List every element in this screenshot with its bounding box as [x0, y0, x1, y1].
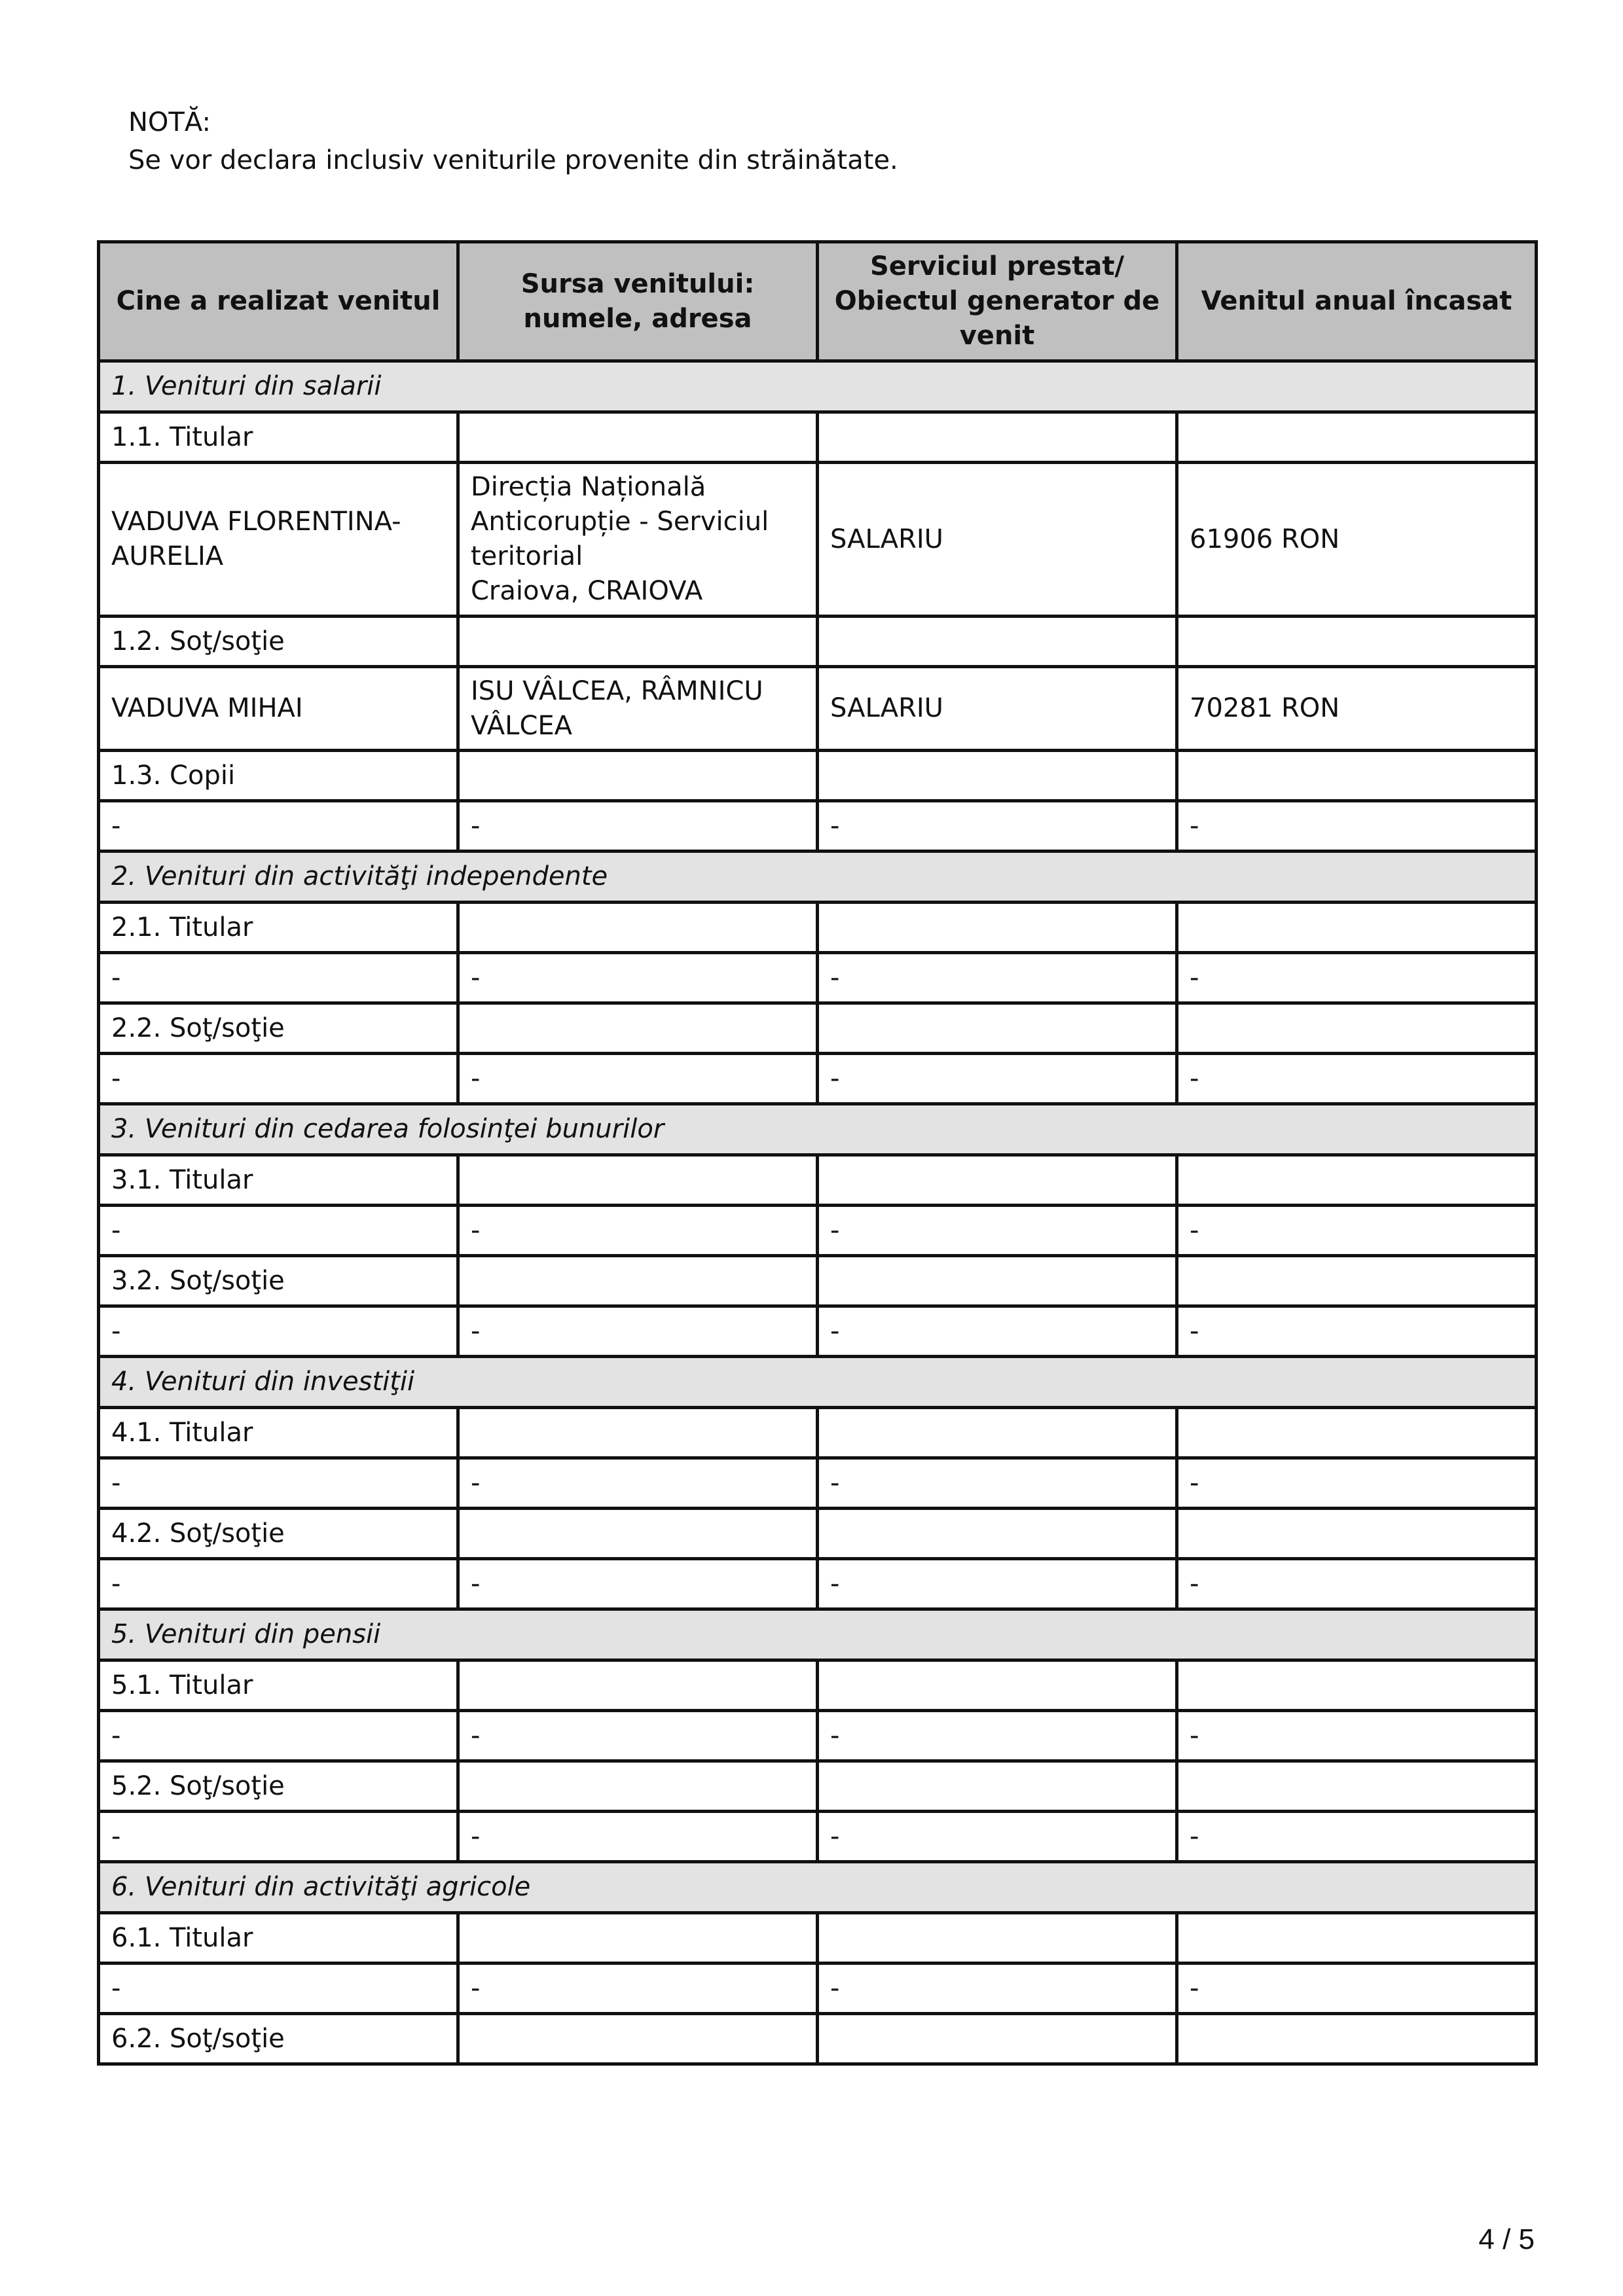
income-source-cell: ISU VÂLCEA, RÂMNICU VÂLCEA	[458, 667, 818, 751]
service-cell: -	[818, 1206, 1177, 1256]
annual-income-cell: -	[1177, 1559, 1537, 1609]
income-owner-cell: -	[99, 953, 458, 1003]
subsection-row	[99, 1256, 1537, 1306]
empty-cell	[458, 1408, 818, 1458]
annual-income-cell: -	[1177, 1812, 1537, 1862]
empty-cell	[818, 2014, 1177, 2064]
income-source-cell: -	[458, 1559, 818, 1609]
section-title: 5. Venituri din pensii	[99, 1609, 1537, 1660]
empty-cell	[1177, 2014, 1537, 2064]
table-body	[99, 361, 1537, 2064]
subsection-label: 6.2. Soţ/soţie	[99, 2014, 458, 2064]
subsection-label: 1.3. Copii	[99, 751, 458, 801]
annual-income-cell: 70281 RON	[1177, 667, 1537, 751]
empty-cell	[818, 1155, 1177, 1206]
service-cell: -	[818, 1458, 1177, 1509]
subsection-row	[99, 1003, 1537, 1054]
income-owner-cell: -	[99, 1458, 458, 1509]
income-source-cell: -	[458, 1964, 818, 2014]
service-cell: -	[818, 1054, 1177, 1104]
subsection-row	[99, 617, 1537, 667]
service-cell: -	[818, 1711, 1177, 1761]
income-owner-cell: VADUVA FLORENTINA-AURELIA	[99, 463, 458, 617]
empty-cell	[458, 1660, 818, 1711]
section-row	[99, 361, 1537, 412]
header-annual-income: Venitul anual încasat	[1177, 242, 1537, 361]
income-source-cell: -	[458, 1711, 818, 1761]
income-source-cell: -	[458, 1306, 818, 1357]
income-source-cell: -	[458, 801, 818, 852]
empty-cell	[1177, 617, 1537, 667]
empty-cell	[458, 751, 818, 801]
subsection-label: 5.1. Titular	[99, 1660, 458, 1711]
header-service: Serviciul prestat/ Obiectul generator de venit	[818, 242, 1177, 361]
empty-cell	[818, 1256, 1177, 1306]
income-owner-cell: -	[99, 1812, 458, 1862]
subsection-row	[99, 903, 1537, 953]
table-row	[99, 1964, 1537, 2014]
subsection-label: 5.2. Soţ/soţie	[99, 1761, 458, 1812]
subsection-label: 2.1. Titular	[99, 903, 458, 953]
subsection-row	[99, 1155, 1537, 1206]
empty-cell	[818, 412, 1177, 463]
table-row	[99, 1054, 1537, 1104]
subsection-row	[99, 1660, 1537, 1711]
empty-cell	[1177, 751, 1537, 801]
empty-cell	[458, 1003, 818, 1054]
subsection-label: 4.2. Soţ/soţie	[99, 1509, 458, 1559]
table-row	[99, 1458, 1537, 1509]
table-row	[99, 1206, 1537, 1256]
table-header-row	[99, 242, 1537, 361]
service-cell: SALARIU	[818, 667, 1177, 751]
empty-cell	[458, 412, 818, 463]
service-cell: -	[818, 1306, 1177, 1357]
note-text: Se vor declara inclusiv veniturile provenite din străinătate.	[128, 145, 898, 175]
income-source-cell: -	[458, 1458, 818, 1509]
income-source-cell: -	[458, 953, 818, 1003]
subsection-label: 6.1. Titular	[99, 1913, 458, 1964]
subsection-label: 3.1. Titular	[99, 1155, 458, 1206]
empty-cell	[458, 2014, 818, 2064]
empty-cell	[818, 1509, 1177, 1559]
empty-cell	[1177, 412, 1537, 463]
section-title: 6. Venituri din activităţi agricole	[99, 1862, 1537, 1913]
income-source-cell: Direcția Națională Anticorupție - Serviciul teritorial Craiova, CRAIOVA	[458, 463, 818, 617]
empty-cell	[458, 1761, 818, 1812]
income-table	[97, 240, 1538, 2066]
annual-income-cell: 61906 RON	[1177, 463, 1537, 617]
annual-income-cell: -	[1177, 953, 1537, 1003]
empty-cell	[1177, 1003, 1537, 1054]
service-cell: SALARIU	[818, 463, 1177, 617]
empty-cell	[458, 1913, 818, 1964]
header-income-source: Sursa venitului: numele, adresa	[458, 242, 818, 361]
annual-income-cell: -	[1177, 801, 1537, 852]
empty-cell	[1177, 1408, 1537, 1458]
income-owner-cell: VADUVA MIHAI	[99, 667, 458, 751]
subsection-label: 3.2. Soţ/soţie	[99, 1256, 458, 1306]
empty-cell	[1177, 1509, 1537, 1559]
section-row	[99, 1357, 1537, 1408]
empty-cell	[818, 751, 1177, 801]
section-row	[99, 1609, 1537, 1660]
table-row	[99, 667, 1537, 751]
empty-cell	[1177, 1660, 1537, 1711]
page-number: 4 / 5	[1478, 2223, 1535, 2255]
annual-income-cell: -	[1177, 1206, 1537, 1256]
empty-cell	[818, 1913, 1177, 1964]
section-row	[99, 1862, 1537, 1913]
section-row	[99, 1104, 1537, 1155]
empty-cell	[1177, 903, 1537, 953]
empty-cell	[818, 1761, 1177, 1812]
empty-cell	[818, 617, 1177, 667]
subsection-row	[99, 412, 1537, 463]
annual-income-cell: -	[1177, 1711, 1537, 1761]
table-row	[99, 801, 1537, 852]
empty-cell	[458, 1509, 818, 1559]
table-row	[99, 1306, 1537, 1357]
income-source-cell: -	[458, 1206, 818, 1256]
section-title: 2. Venituri din activităţi independente	[99, 852, 1537, 903]
service-cell: -	[818, 1964, 1177, 2014]
subsection-row	[99, 1761, 1537, 1812]
section-title: 1. Venituri din salarii	[99, 361, 1537, 412]
annual-income-cell: -	[1177, 1306, 1537, 1357]
service-cell: -	[818, 1559, 1177, 1609]
table-row	[99, 953, 1537, 1003]
subsection-row	[99, 751, 1537, 801]
section-row	[99, 852, 1537, 903]
income-owner-cell: -	[99, 1559, 458, 1609]
subsection-label: 2.2. Soţ/soţie	[99, 1003, 458, 1054]
subsection-row	[99, 1408, 1537, 1458]
income-owner-cell: -	[99, 801, 458, 852]
subsection-row	[99, 1509, 1537, 1559]
table-row	[99, 1812, 1537, 1862]
subsection-label: 1.2. Soţ/soţie	[99, 617, 458, 667]
section-title: 3. Venituri din cedarea folosinţei bunurilor	[99, 1104, 1537, 1155]
table-row	[99, 1559, 1537, 1609]
empty-cell	[458, 903, 818, 953]
income-source-cell: -	[458, 1054, 818, 1104]
note-block	[128, 103, 898, 179]
table-row	[99, 1711, 1537, 1761]
annual-income-cell: -	[1177, 1458, 1537, 1509]
service-cell: -	[818, 801, 1177, 852]
subsection-row	[99, 2014, 1537, 2064]
income-owner-cell: -	[99, 1054, 458, 1104]
service-cell: -	[818, 1812, 1177, 1862]
empty-cell	[818, 1660, 1177, 1711]
subsection-row	[99, 1913, 1537, 1964]
subsection-label: 4.1. Titular	[99, 1408, 458, 1458]
empty-cell	[818, 903, 1177, 953]
annual-income-cell: -	[1177, 1964, 1537, 2014]
section-title: 4. Venituri din investiţii	[99, 1357, 1537, 1408]
header-income-owner: Cine a realizat venitul	[99, 242, 458, 361]
empty-cell	[818, 1003, 1177, 1054]
empty-cell	[1177, 1913, 1537, 1964]
empty-cell	[458, 1256, 818, 1306]
empty-cell	[458, 617, 818, 667]
note-title: NOTĂ:	[128, 107, 211, 137]
income-owner-cell: -	[99, 1306, 458, 1357]
annual-income-cell: -	[1177, 1054, 1537, 1104]
empty-cell	[1177, 1761, 1537, 1812]
empty-cell	[1177, 1155, 1537, 1206]
service-cell: -	[818, 953, 1177, 1003]
empty-cell	[818, 1408, 1177, 1458]
subsection-label: 1.1. Titular	[99, 412, 458, 463]
income-owner-cell: -	[99, 1711, 458, 1761]
income-owner-cell: -	[99, 1964, 458, 2014]
income-source-cell: -	[458, 1812, 818, 1862]
income-owner-cell: -	[99, 1206, 458, 1256]
empty-cell	[458, 1155, 818, 1206]
empty-cell	[1177, 1256, 1537, 1306]
table-row	[99, 463, 1537, 617]
